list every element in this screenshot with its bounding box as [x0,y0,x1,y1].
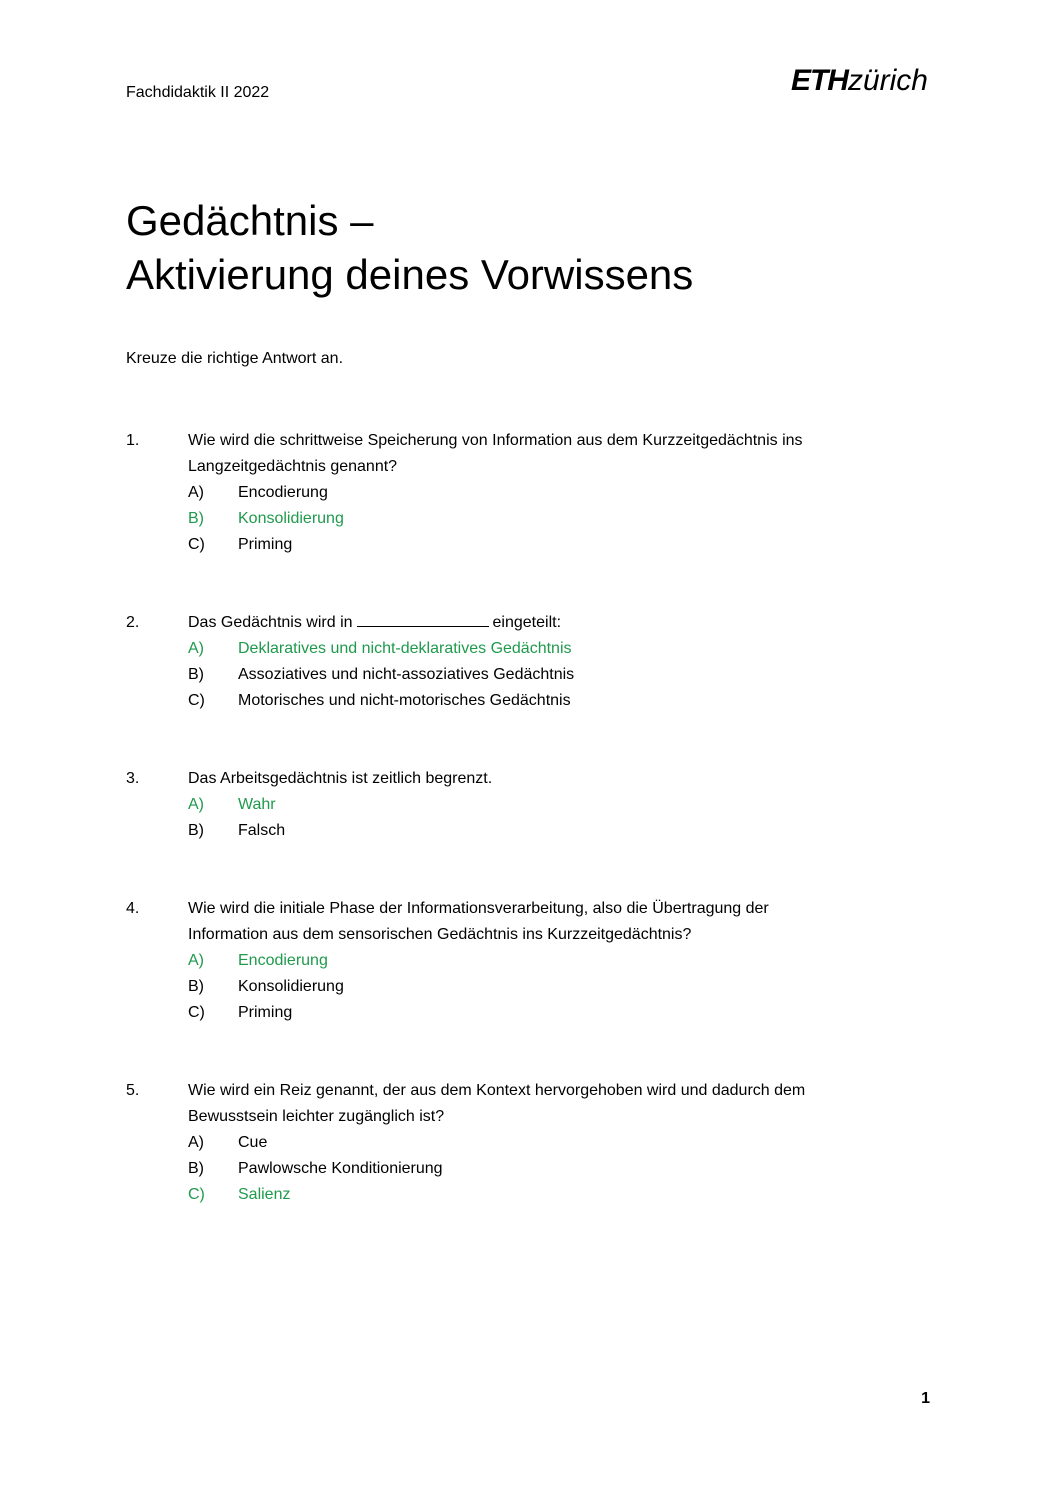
question-text: Wie wird die schrittweise Speicherung von Information aus dem Kurzzeitgedächtnis ins Langzeitgedächtnis genannt? [188,432,803,475]
option-text: Assoziatives und nicht-assoziatives Gedächtnis [238,666,575,683]
option-letter: B) [188,510,204,527]
option-letter: C) [188,692,205,709]
fill-in-blank [357,610,489,627]
question-text: Wie wird ein Reiz genannt, der aus dem Kontext hervorgehoben wird und dadurch dem Bewusstsein leichter zugänglich ist? [188,1082,806,1125]
question-number: 5. [126,1082,140,1099]
option-text: Priming [238,1004,293,1021]
title-line-2: Aktivierung deines Vorwissens [126,251,694,298]
option-letter: C) [188,1004,205,1021]
question-1 [126,428,906,558]
page-title [126,194,693,302]
option-text: Wahr [238,796,276,813]
option-text: Cue [238,1134,268,1151]
option-letter: B) [188,666,204,683]
answer-option[interactable] [188,948,906,974]
question-4 [126,896,906,1026]
answer-option[interactable] [188,1182,906,1208]
option-letter: A) [188,796,204,813]
question-3 [126,766,906,844]
answer-option[interactable] [188,818,906,844]
answer-option[interactable] [188,662,906,688]
eth-zurich-logo [791,66,928,96]
question-list [126,428,906,1260]
option-letter: A) [188,1134,204,1151]
question-text [188,610,906,636]
question-text-before: Das Gedächtnis wird in [188,614,353,631]
question-text: Das Arbeitsgedächtnis ist zeitlich begrenzt. [188,770,493,787]
answer-option[interactable] [188,480,906,506]
option-letter: A) [188,484,204,501]
question-2 [126,610,906,714]
answer-option[interactable] [188,1156,906,1182]
answer-option[interactable] [188,688,906,714]
question-number: 1. [126,432,140,449]
option-letter: C) [188,1186,205,1203]
title-line-1: Gedächtnis – [126,197,374,244]
option-letter: B) [188,822,204,839]
question-text: Wie wird die initiale Phase der Informationsverarbeitung, also die Übertragung der Information aus dem sensorischen Gedächtnis ins Kurzzeitgedächtnis? [188,900,769,943]
option-letter: A) [188,640,204,657]
question-number: 2. [126,614,140,631]
question-number: 4. [126,900,140,917]
option-letter: B) [188,1160,204,1177]
option-text: Priming [238,536,293,553]
instruction-text: Kreuze die richtige Antwort an. [126,350,344,367]
logo-eth: ETH [790,64,848,97]
option-letter: C) [188,536,205,553]
answer-option[interactable] [188,636,906,662]
option-text: Konsolidierung [238,978,344,995]
option-text: Encodierung [238,952,328,969]
answer-option[interactable] [188,1000,906,1026]
answer-option[interactable] [188,532,906,558]
option-text: Motorisches und nicht-motorisches Gedächtnis [238,692,571,709]
answer-option[interactable] [188,792,906,818]
option-text: Konsolidierung [238,510,344,527]
logo-zurich: zürich [847,64,928,97]
question-text-after: eingeteilt: [492,614,562,631]
option-text: Deklaratives und nicht-deklaratives Gedächtnis [238,640,572,657]
answer-option[interactable] [188,1130,906,1156]
option-text: Falsch [238,822,286,839]
option-text: Pawlowsche Konditionierung [238,1160,443,1177]
answer-option[interactable] [188,974,906,1000]
option-letter: B) [188,978,204,995]
question-5 [126,1078,906,1208]
page-number: 1 [921,1390,930,1407]
answer-option[interactable] [188,506,906,532]
course-header: Fachdidaktik II 2022 [126,84,270,101]
option-letter: A) [188,952,204,969]
option-text: Encodierung [238,484,328,501]
question-number: 3. [126,770,140,787]
option-text: Salienz [238,1186,291,1203]
